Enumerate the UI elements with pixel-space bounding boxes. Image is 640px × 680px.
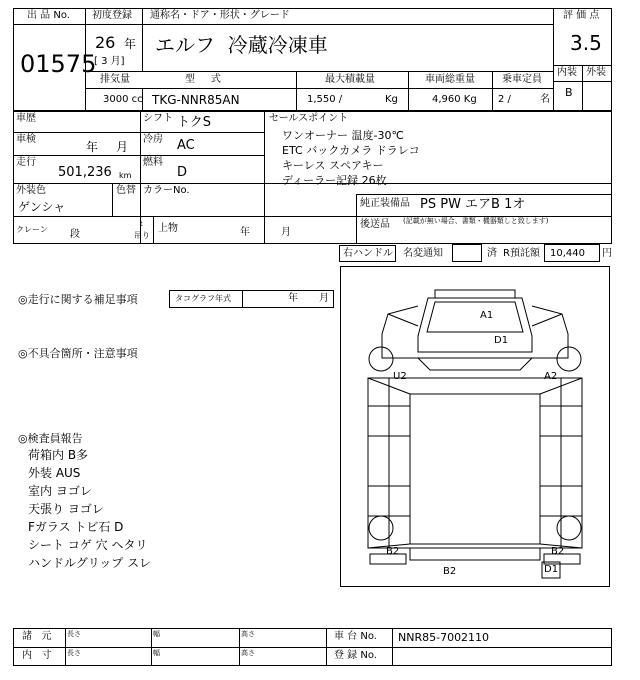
tacho-month-unit: 月	[319, 293, 329, 304]
spec-label: 諸 元	[22, 631, 52, 642]
displacement: 3000 cc	[103, 94, 143, 105]
capacity: 2 /	[498, 94, 511, 105]
chassis-no: NNR85-7002110	[398, 631, 490, 644]
defects-title: ◎不具合箇所・注意事項	[18, 347, 138, 360]
cargo-roof	[410, 394, 540, 544]
model-code-label: 型 式	[185, 74, 221, 85]
shift-label: シフト	[143, 113, 173, 124]
fuel: D	[177, 165, 188, 180]
crane-year-unit: 年	[240, 227, 250, 238]
max-load-label: 最大積載量	[325, 74, 375, 85]
steering: 右ハンドル	[343, 248, 393, 259]
cab-roof-edge	[435, 290, 515, 298]
mark-d1: D1	[494, 335, 509, 346]
sales-point-line: ディーラー記録 26枚	[282, 174, 387, 187]
gross-weight-label: 車両総重量	[425, 74, 475, 85]
sales-points-label: セールスポイント	[269, 113, 349, 124]
first-reg-year-unit: 年	[124, 37, 137, 51]
displacement-label: 排気量	[100, 74, 130, 85]
inspector-line: 室内 ヨゴレ	[28, 484, 92, 498]
sales-point-line: ワンオーナー 温度-30℃	[282, 129, 404, 142]
interior-label: 内装	[557, 67, 577, 78]
rear-bumper	[410, 548, 540, 560]
length-label: 長さ	[67, 630, 81, 638]
retrofit-note: (記載が無い場合、書類・機器類しと致します)	[403, 217, 549, 225]
crane-ton-unit: t	[140, 220, 143, 228]
reg-label: 登 録 No.	[334, 650, 377, 661]
cab-back	[418, 358, 532, 370]
gross-weight: 4,960 Kg	[432, 94, 477, 105]
retrofit-label: 後送品	[360, 219, 390, 230]
front-right-wheel	[557, 347, 581, 371]
model-code: TKG-NNR85AN	[152, 93, 240, 107]
chassis-label: 車 台 No.	[334, 631, 377, 642]
mark-a2: A2	[544, 371, 558, 382]
mark-a1: A1	[480, 310, 494, 321]
windshield	[427, 302, 523, 332]
tacho-label: タコグラフ年式	[175, 294, 231, 303]
capacity-unit: 名	[540, 94, 550, 105]
ac-label: 冷房	[143, 134, 163, 145]
mileage: 501,236	[58, 165, 112, 180]
rating: 3.5	[570, 31, 602, 55]
inspection-label: 車検	[16, 134, 36, 145]
length-label-2: 長さ	[67, 649, 81, 657]
sales-point-line: ETC バックカメラ ドラレコ	[282, 144, 420, 157]
first-reg-year: 26	[95, 33, 116, 52]
sales-point-line: キーレス スペアキー	[282, 159, 384, 172]
deposit-label: 済	[487, 248, 497, 259]
history-label: 車歴	[16, 113, 36, 124]
mark-b2-rear: B2	[443, 566, 457, 577]
name-change-box	[452, 244, 482, 262]
crane-tier-unit: 段	[70, 229, 80, 240]
width-label-2: 幅	[153, 649, 160, 657]
inspector-line: ハンドルグリップ スレ	[28, 556, 152, 570]
max-load: 1,550 /	[307, 94, 343, 105]
name-change-label: 名変通知	[403, 248, 443, 259]
inspector-line: シート コゲ 穴 ヘタリ	[28, 538, 148, 552]
dims-label: 内 寸	[22, 650, 52, 661]
crane-month-unit: 月	[281, 227, 291, 238]
color: ゲンシャ	[18, 200, 66, 214]
first-reg-month: [ 3 月]	[94, 56, 125, 67]
mark-u2: U2	[393, 371, 407, 382]
lot-no: 01575	[20, 50, 97, 78]
model-name-label: 通称名・ドア・形状・グレード	[150, 10, 290, 21]
mark-b2-left: B2	[386, 546, 400, 557]
shift: トクS	[177, 115, 211, 130]
inspection-month-unit: 月	[116, 140, 129, 154]
equip-label: 上物	[158, 223, 178, 234]
lot-no-label: 出 品 No.	[27, 10, 70, 21]
mileage-unit: km	[119, 171, 132, 180]
crane-hoist-unit: 吊り	[134, 231, 150, 240]
inspector-line: 荷箱内 B多	[28, 448, 89, 462]
front-left-wheel	[369, 347, 393, 371]
inspector-title: ◎検査員報告	[18, 432, 83, 445]
cab-roof	[418, 298, 532, 352]
width-label: 幅	[153, 630, 160, 638]
rating-label: 評 価 点	[563, 10, 600, 21]
ac: AC	[177, 138, 195, 153]
right-door	[532, 306, 568, 358]
first-reg-label: 初度登録	[92, 10, 132, 21]
recycle-amount: 10,440	[550, 248, 585, 259]
mark-b2-right: B2	[551, 546, 565, 557]
supplement-title: ◎走行に関する補足事項	[18, 293, 138, 306]
fuel-label: 燃料	[143, 157, 163, 168]
model-name: エルフ 冷蔵冷凍車	[155, 33, 328, 57]
color-no-label: カラーNo.	[143, 185, 190, 196]
color-label: 外装色	[16, 185, 46, 196]
equipment-value: PS PW エアB 1オ	[420, 197, 526, 212]
recycle-label: R預託額	[503, 248, 540, 259]
yen-unit: 円	[602, 248, 612, 259]
inspector-line: 外装 AUS	[28, 466, 81, 480]
tacho-year-unit: 年	[288, 293, 298, 304]
mark-d1-rear: D1	[544, 564, 559, 575]
height-label: 高さ	[241, 630, 255, 638]
inspector-line: Fガラス トビ石 D	[28, 520, 124, 534]
inspector-line: 天張り ヨゴレ	[28, 502, 104, 516]
interior-grade: B	[565, 86, 573, 99]
max-load-unit: Kg	[385, 94, 398, 105]
left-door	[382, 306, 418, 358]
crane-label: クレーン	[16, 225, 48, 234]
capacity-label: 乗車定員	[502, 74, 542, 85]
exterior-label: 外装	[586, 67, 606, 78]
inspection-year-unit: 年	[86, 140, 99, 154]
mileage-label: 走行	[16, 157, 36, 168]
truck-diagram	[340, 266, 610, 587]
cargo-box-outline	[368, 378, 582, 548]
equipment-label: 純正装備品	[360, 198, 410, 209]
height-label-2: 高さ	[241, 649, 255, 657]
color-change-label: 色替	[116, 185, 136, 196]
